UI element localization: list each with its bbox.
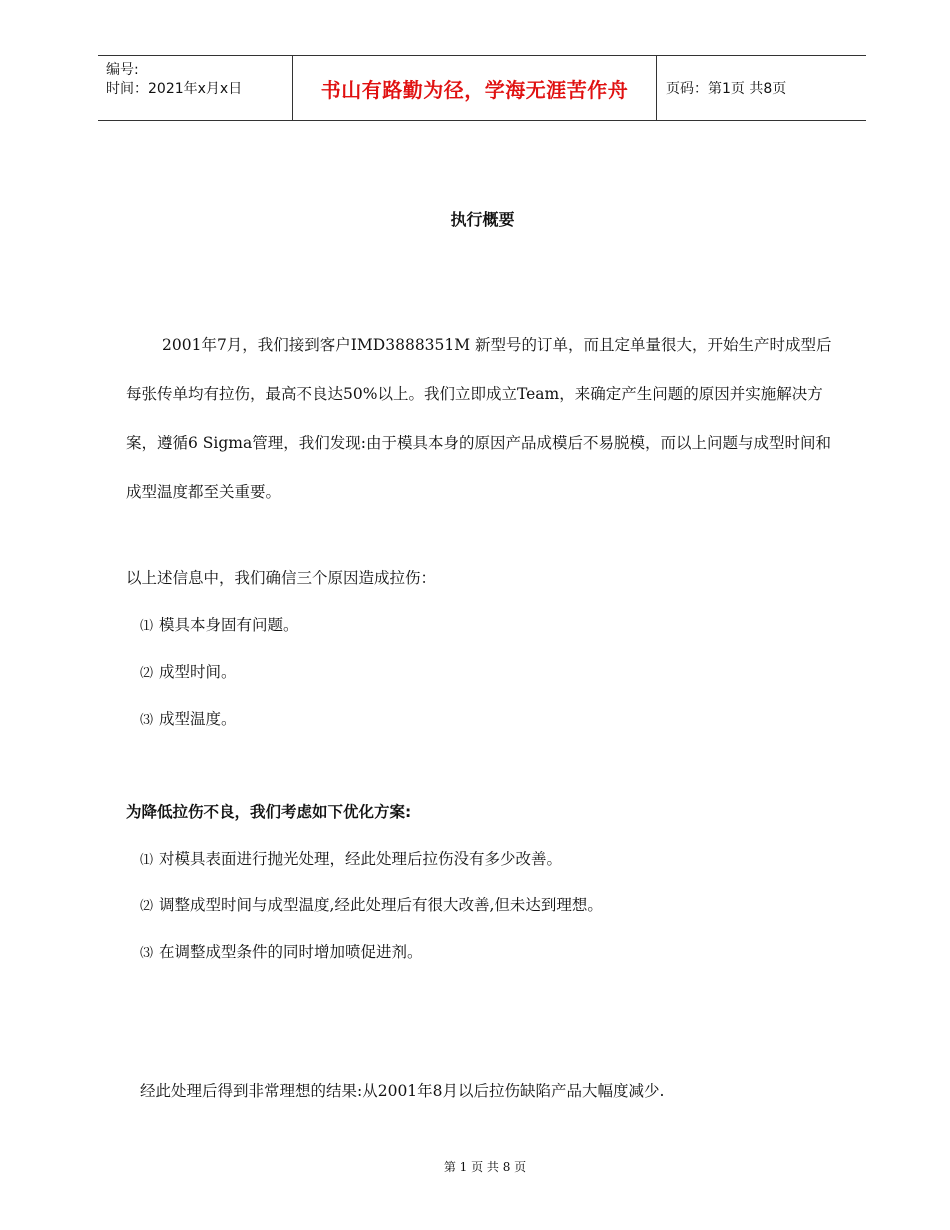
solution-text: 调整成型时间与成型温度,经此处理后有很大改善,但未达到理想。: [159, 896, 603, 914]
cause-number: ⑶: [140, 713, 154, 728]
page-title: 执行概要: [450, 210, 515, 229]
cause-text: 成型时间。: [159, 663, 237, 681]
header-page-cell: [657, 56, 866, 120]
cause-text: 模具本身固有问题。: [159, 616, 299, 634]
cause-text: 成型温度。: [159, 710, 237, 728]
solution-item: [140, 940, 423, 962]
solution-item: [140, 893, 603, 915]
cause-number: ⑴: [140, 619, 154, 634]
solution-text: 在调整成型条件的同时增加喷促进剂。: [159, 943, 423, 961]
solutions-heading: 为降低拉伤不良，我们考虑如下优化方案:: [126, 803, 412, 821]
document-time-label: 时间：2021年x月x日: [106, 81, 243, 97]
cause-item: [140, 613, 299, 635]
solution-item: [140, 847, 562, 869]
intro-paragraph: 2001年7月，我们接到客户IMD3888351M 新型号的订单，而且定单量很大，开始生产时成型后每张传单均有拉伤，最高不良达50%以上。我们立即成立Team，来确定产生问题的原因并实施解决方案，遵循6 Sigma管理，我们发现:由于模具本身的原因产品成模后不易脱模，而以上问题与成型时间和成型温度都至关重要。: [126, 336, 832, 501]
document-header: [98, 55, 866, 121]
cause-item: [140, 707, 237, 729]
page-footer: 第 1 页 共 8 页: [443, 1160, 527, 1174]
document-number-label: 编号:: [106, 62, 139, 78]
solution-number: ⑴: [140, 853, 154, 868]
causes-lead: 以上述信息中，我们确信三个原因造成拉伤：: [126, 569, 437, 587]
solution-text: 对模具表面进行抛光处理，经此处理后拉伤没有多少改善。: [159, 850, 563, 868]
header-motto-cell: [293, 56, 657, 120]
header-page-info: 页码：第1页 共8页: [666, 81, 787, 97]
cause-item: [140, 660, 237, 682]
solution-number: ⑶: [140, 946, 154, 961]
solution-number: ⑵: [140, 899, 154, 914]
cause-number: ⑵: [140, 666, 154, 681]
header-motto: 书山有路勤为径，学海无涯苦作舟: [320, 77, 629, 102]
header-meta-cell: [98, 56, 293, 120]
result-statement: 经此处理后得到非常理想的结果:从2001年8月以后拉伤缺陷产品大幅度减少.: [140, 1082, 665, 1100]
